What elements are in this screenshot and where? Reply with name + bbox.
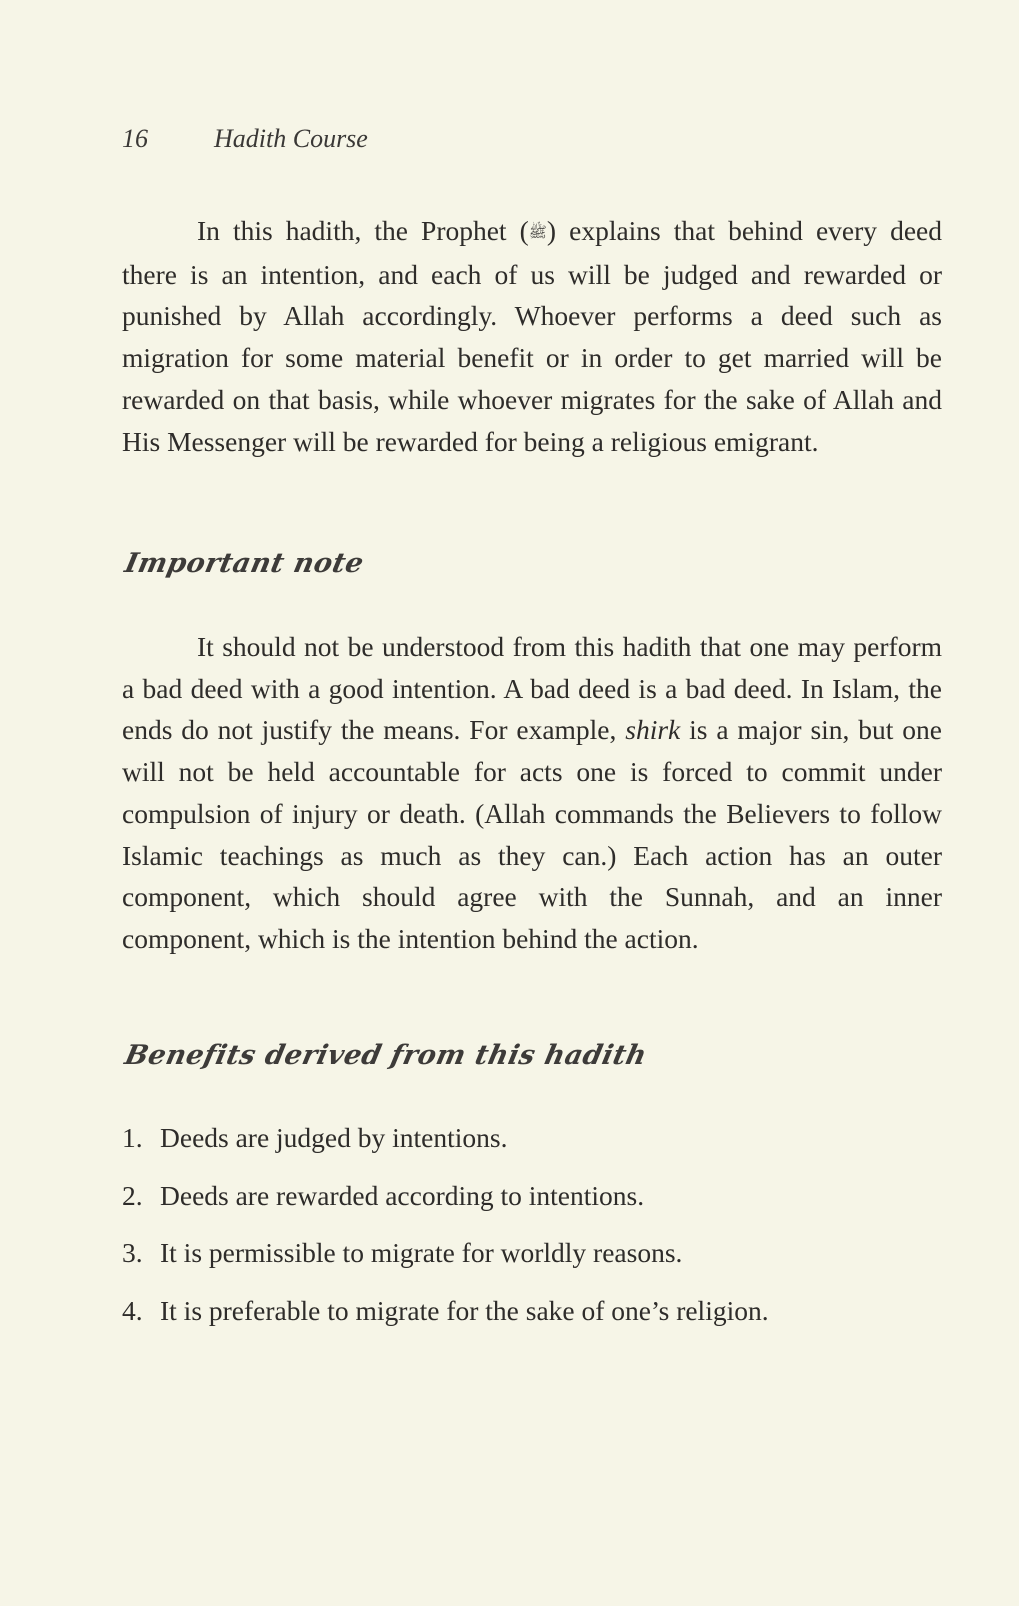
list-item-text: Deeds are rewarded according to intentions.: [160, 1179, 645, 1211]
italic-term-shirk: shirk: [625, 714, 681, 746]
important-note-heading: Important note: [122, 548, 367, 579]
paragraph-text-end: ) explains that behind every deed there is an intention, and each of us will be judged and rewarded or punished by Allah accordingly. Whoever performs a deed such as migration for some material benefit or in order to get married will be rewarded on that basis, while whoever migrates for the sake of Allah and His Messenger will be rewarded for being a religious emigrant.: [122, 215, 942, 457]
list-item: [122, 1180, 769, 1238]
benefits-heading: Benefits derived from this hadith: [122, 1040, 650, 1071]
list-item-text: It is preferable to migrate for the sake of one’s religion.: [160, 1294, 769, 1326]
list-item-number: 4.: [122, 1294, 143, 1326]
list-item-number: 2.: [122, 1179, 143, 1211]
list-item-text: It is permissible to migrate for worldly reasons.: [160, 1237, 683, 1268]
list-item: [122, 1122, 769, 1180]
note-text-start: It should not be understood from this hadith that one may perform a bad deed with a good intention. A bad deed is a bad deed. In Islam, the ends do not justify the means. For example,: [122, 631, 942, 746]
list-item-text: Deeds are judged by intentions.: [160, 1122, 508, 1153]
paragraph-text-start: In this hadith, the Prophet (: [197, 215, 529, 246]
explanation-paragraph: [122, 210, 942, 462]
note-text-end: is a major sin, but one will not be held accountable for acts one is forced to commit under compulsion of injury or death. (Allah commands the Believers to follow Islamic teachings as much as they can.) Each action has an outer component, which should agree with the Sunnah, and an inner component, which is the intention behind the action.: [122, 714, 943, 954]
important-note-paragraph: [122, 626, 942, 960]
list-item-number: 1.: [122, 1122, 143, 1153]
list-item: [122, 1295, 769, 1353]
running-head: [122, 124, 368, 154]
list-item: [122, 1237, 769, 1295]
page-number: 16: [122, 124, 148, 153]
benefits-list: [122, 1122, 769, 1352]
book-title: Hadith Course: [214, 124, 368, 153]
honorific-icon: ﷺ: [528, 223, 547, 241]
list-item-number: 3.: [122, 1237, 143, 1268]
